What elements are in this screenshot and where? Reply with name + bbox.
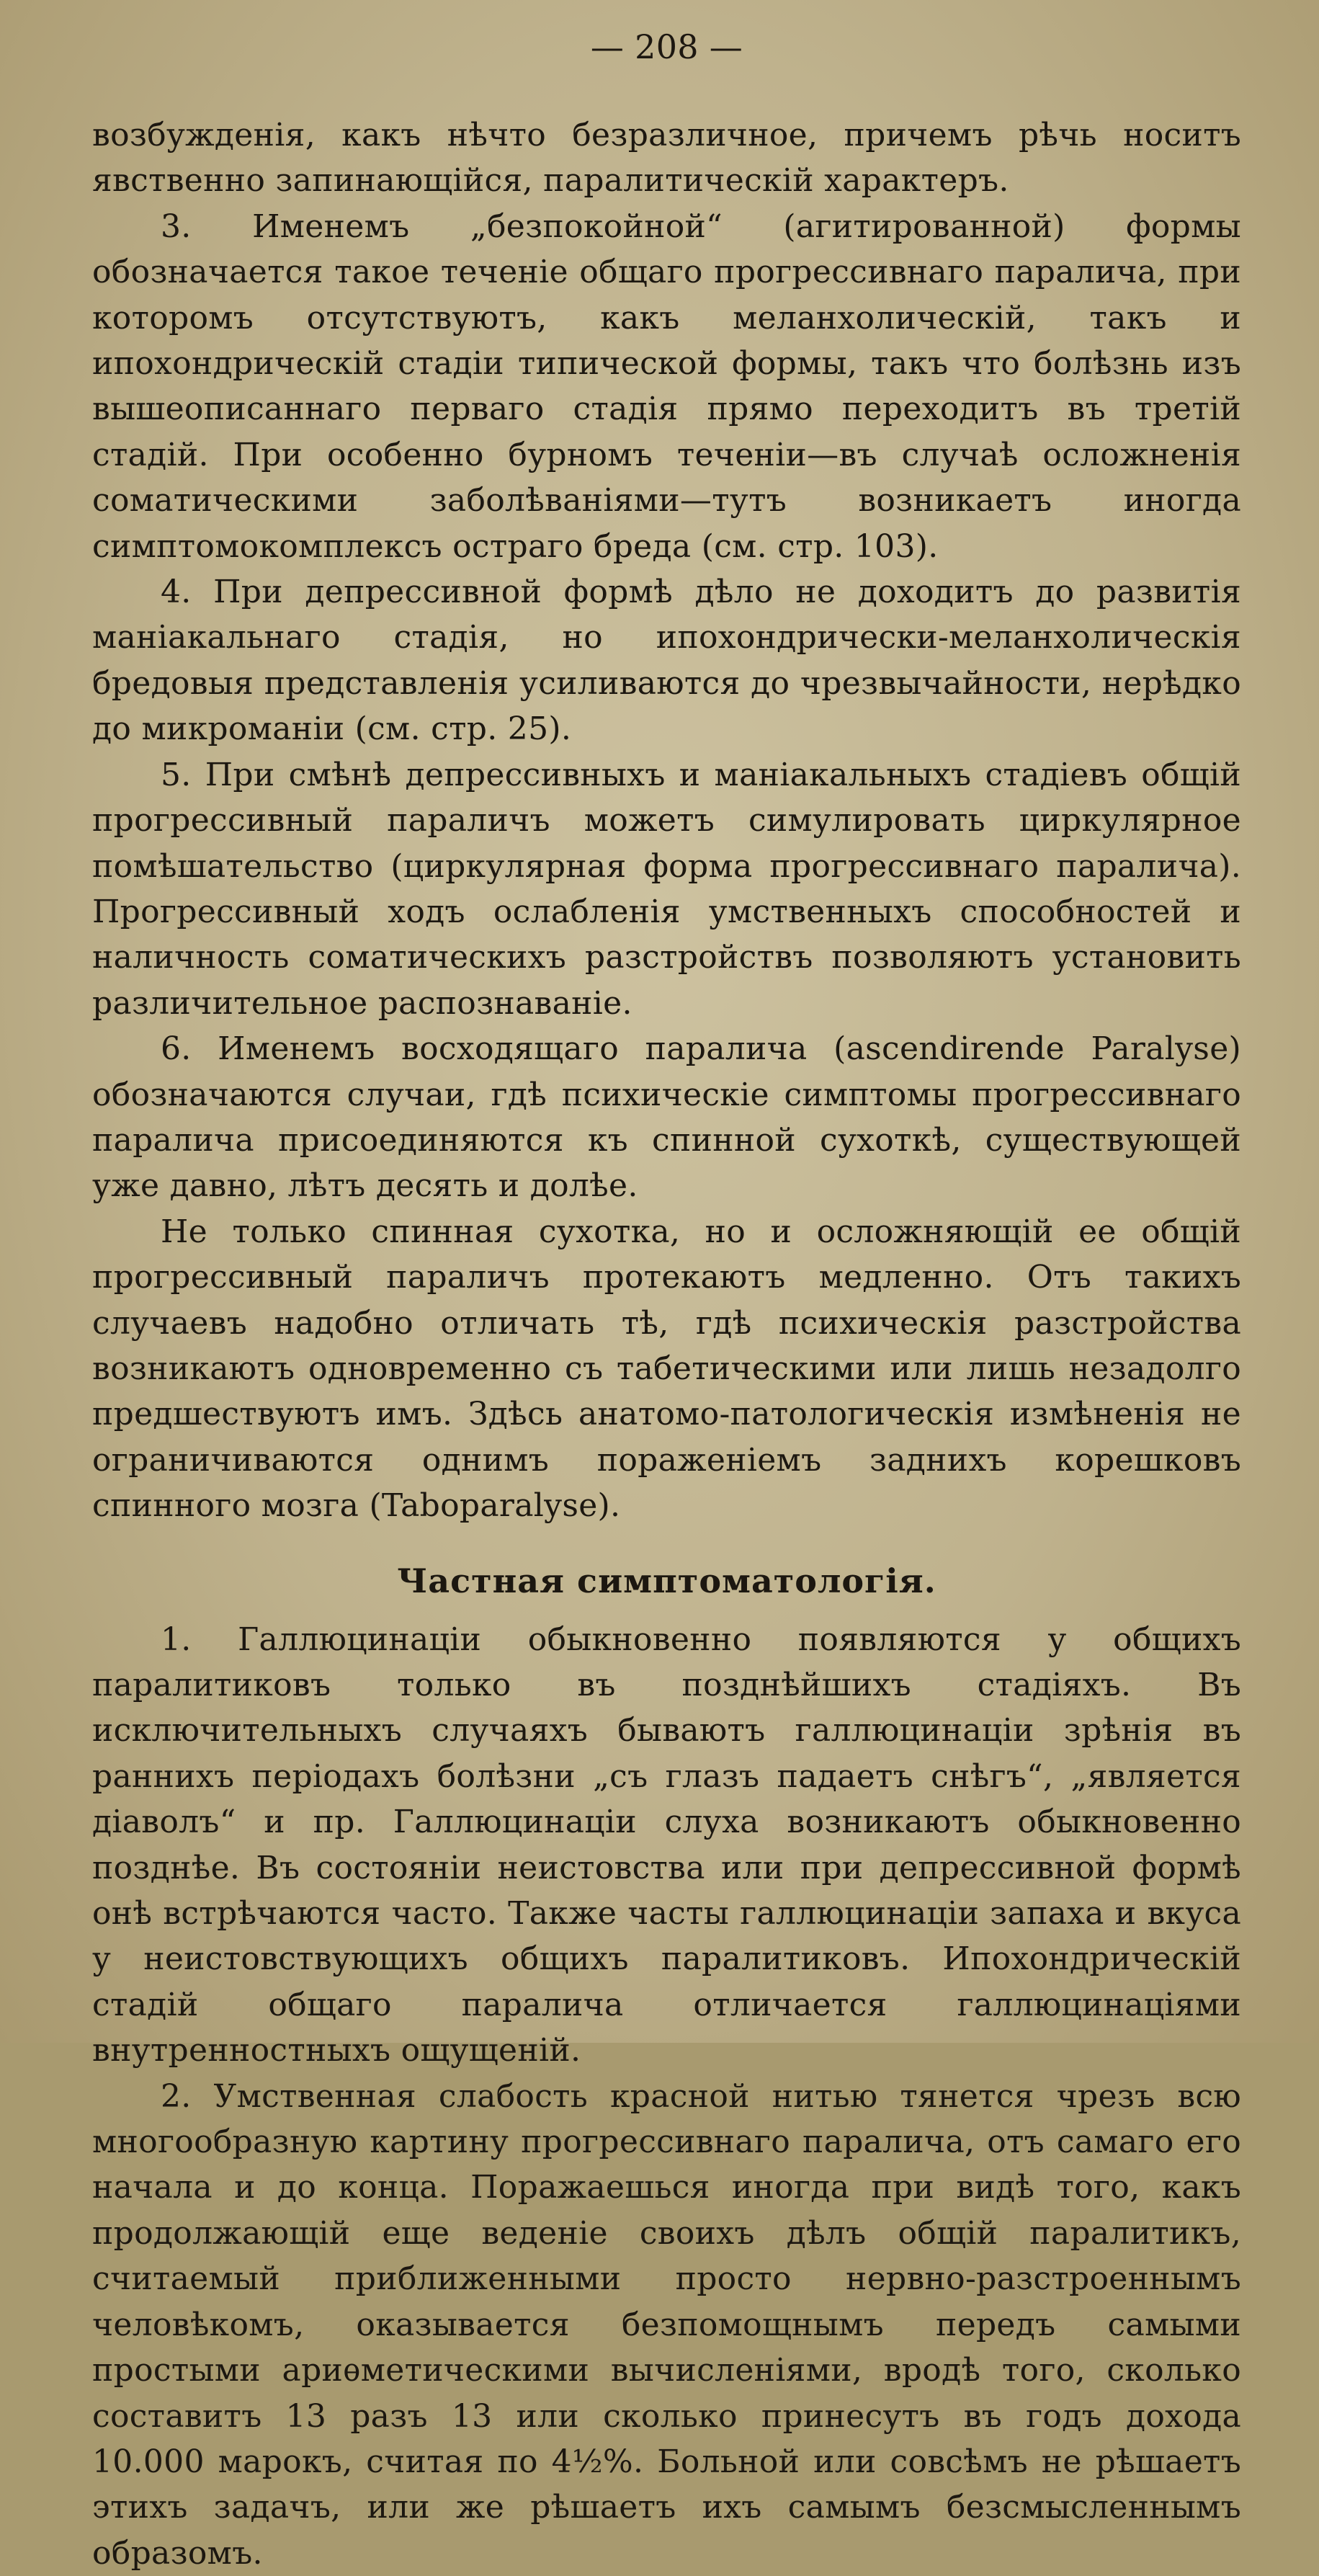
paragraph: возбужденія, какъ нѣчто безразличное, причемъ рѣчь носитъ явственно запинающійся, паралитическій характеръ. bbox=[92, 117, 1241, 200]
paragraph: 3. Именемъ „безпокойной“ (агитированной) формы обозначается такое теченіе общаго прогрессивнаго паралича, при которомъ отсутствуютъ, какъ меланхолическій, такъ и ипохондрическій стадіи типической формы, такъ что болѣзнь изъ вышеописаннаго перваго стадія прямо переходитъ въ третій стадій. При особенно бурномъ теченіи—въ случаѣ осложненія соматическими заболѣваніями—тутъ возникаетъ иногда симптомокомплексъ остраго бреда (см. стр. 103). bbox=[92, 208, 1241, 565]
paragraph: 5. При смѣнѣ депрессивныхъ и маніакальныхъ стадіевъ общій прогрессивный параличъ можетъ симулировать циркулярное помѣшательство (циркулярная форма прогрессивнаго паралича). Прогрессивный ходъ ослабленія умственныхъ способностей и наличность соматическихъ разстройствъ позволяютъ установить различительное распознаваніе. bbox=[92, 756, 1241, 1022]
page-text bbox=[92, 22, 1241, 2576]
paragraph: 6. Именемъ восходящаго паралича (ascendirende Paralyse) обозначаются случаи, гдѣ психическіе симптомы прогрессивнаго паралича присоединяются къ спинной сухоткѣ, существующей уже давно, лѣтъ десять и долѣе. bbox=[92, 1030, 1241, 1205]
paragraph: 4. При депрессивной формѣ дѣло не доходитъ до развитія маніакальнаго стадія, но ипохондрически-меланхолическія бредовыя представленія усиливаются до чрезвычайности, нерѣдко до микроманіи (см. стр. 25). bbox=[92, 574, 1241, 748]
page-number: — 208 — bbox=[590, 27, 743, 66]
paragraph: Не только спинная сухотка, но и осложняющій ее общій прогрессивный параличъ протекаютъ медленно. Отъ такихъ случаевъ надобно отличать тѣ, гдѣ психическія разстройства возникаютъ одновременно съ табетическими или лишь незадолго предшествуютъ имъ. Здѣсь анатомо-патологическія измѣненія не ограничиваются однимъ пораженіемъ заднихъ корешковъ спинного мозга (Taboparalyse). bbox=[92, 1213, 1241, 1525]
paragraph: 2. Умственная слабость красной нитью тянется чрезъ всю многообразную картину прогрессивнаго паралича, отъ самаго его начала и до конца. Поражаешься иногда при видѣ того, какъ продолжающій еще веденіе своихъ дѣлъ общій паралитикъ, считаемый приближенными просто нервно-разстроеннымъ человѣкомъ, оказывается безпомощнымъ передъ самыми простыми ариѳметическими вычисленіями, вродѣ того, сколько составитъ 13 разъ 13 или сколько принесутъ въ годъ дохода 10.000 марокъ, считая по 4½%. Больной или совсѣмъ не рѣшаетъ этихъ задачъ, или же рѣшаетъ ихъ самымъ безсмысленнымъ образомъ. bbox=[92, 2077, 1241, 2572]
section-title: Частная симптоматологія. bbox=[397, 1561, 936, 1600]
paragraph: 1. Галлюцинаціи обыкновенно появляются у общихъ паралитиковъ только въ позднѣйшихъ стадіяхъ. Въ исключительныхъ случаяхъ бываютъ галлюцинаціи зрѣнія въ раннихъ періодахъ болѣзни „съ глазъ падаетъ снѣгъ“, „является діаволъ“ и пр. Галлюцинаціи слуха возникаютъ обыкновенно позднѣе. Въ состояніи неистовства или при депрессивной формѣ онѣ встрѣчаются часто. Также часты галлюцинаціи запаха и вкуса у неистовствующихъ общихъ паралитиковъ. Ипохондрическій стадій общаго паралича отличается галлюцинаціями внутренностныхъ ощущеній. bbox=[92, 1621, 1241, 2069]
